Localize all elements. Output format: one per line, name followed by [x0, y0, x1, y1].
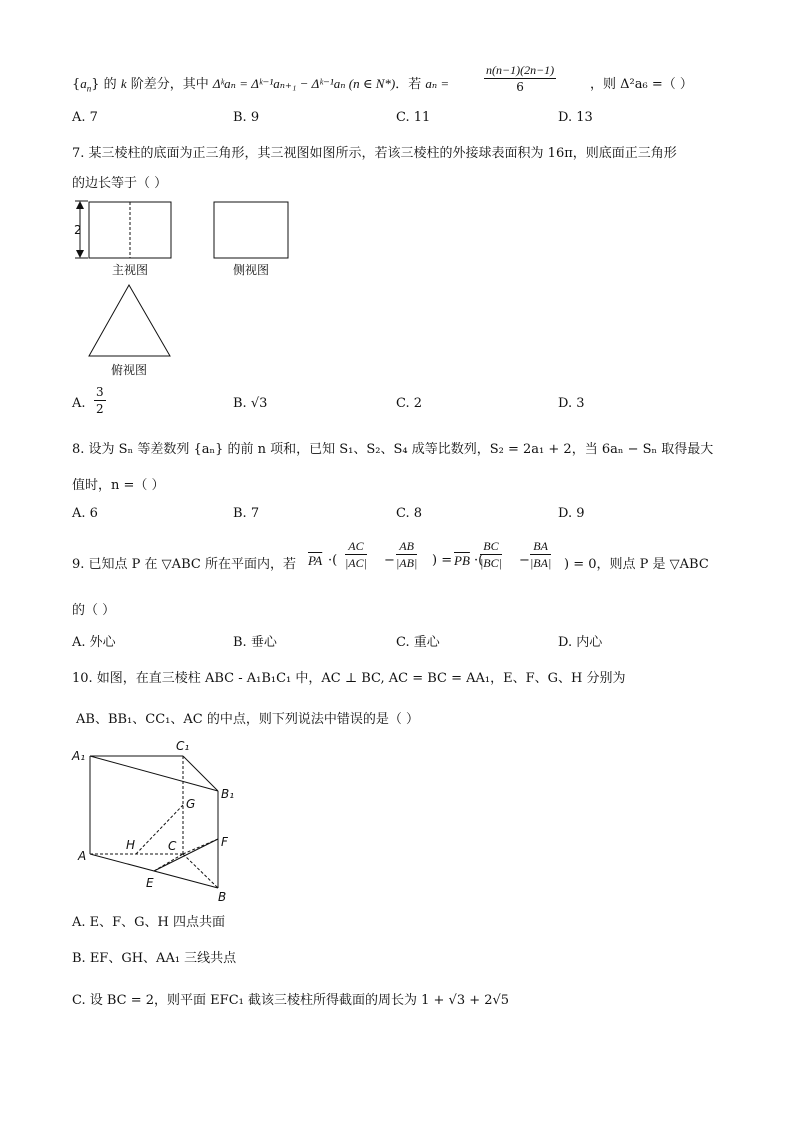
- fraction-ab-den: |AB|: [396, 556, 418, 570]
- q6-k: k: [120, 76, 127, 91]
- q6-option-d[interactable]: D. 13: [558, 110, 593, 125]
- q10-line2: AB、BB₁、CC₁、AC 的中点，则下列说法中错误的是（ ）: [76, 712, 419, 727]
- label-h: H: [126, 838, 136, 852]
- q6-text2: 阶差分，其中: [126, 77, 209, 92]
- vector-pa: $\overline{PA}$: [308, 553, 323, 568]
- dimension-label: 2: [74, 223, 82, 237]
- q7-option-b[interactable]: B. √3: [233, 396, 268, 411]
- vector-pb: $\overline{PB}$: [454, 553, 470, 568]
- q10-prism-figure: [70, 736, 240, 906]
- top-view-triangle: [89, 285, 170, 356]
- label-g: G: [186, 797, 196, 811]
- q6-tail: [590, 73, 693, 92]
- label-f: F: [221, 835, 228, 849]
- brace-open: {: [72, 77, 81, 92]
- q8-line2: 值时，n =（ ）: [72, 478, 165, 493]
- q8-options: [72, 506, 752, 524]
- q10-line1: 10. 如图，在直三棱柱 ABC - A₁B₁C₁ 中，AC ⊥ BC, AC = BC = AA₁，E、F、G、H 分别为: [72, 671, 626, 686]
- fraction-ac-den: |AC|: [345, 556, 367, 570]
- q6-statement: [72, 73, 449, 94]
- q10-option-b[interactable]: B. EF、GH、AA₁ 三线共点: [72, 951, 237, 966]
- q9-options: [72, 631, 752, 649]
- q7-option-d[interactable]: D. 3: [558, 396, 585, 411]
- fraction-ac: [345, 538, 367, 571]
- q6-frac-denominator: 6: [516, 80, 524, 94]
- q9-line1-text: 9. 已知点 P 在 ▽ABC 所在平面内，若: [72, 557, 296, 572]
- q9-option-a[interactable]: A. 外心: [72, 635, 116, 650]
- q7-option-a-numerator: 3: [96, 385, 104, 399]
- fraction-bc-num: BC: [480, 538, 502, 555]
- q6-an-eq: aₙ =: [425, 76, 450, 91]
- fraction-bc: [480, 538, 502, 571]
- q7-option-a[interactable]: [72, 385, 104, 416]
- fraction-bc-den: |BC|: [480, 556, 502, 570]
- q8-option-d[interactable]: D. 9: [558, 506, 585, 521]
- q7-three-views-figure: [70, 196, 310, 386]
- q6-option-b[interactable]: B. 9: [233, 110, 260, 125]
- fraction-ab: [396, 538, 417, 571]
- q6-frac-numerator: n(n−1)(2n−1): [486, 63, 555, 77]
- q7-option-a-prefix: A.: [72, 396, 86, 411]
- q7-option-c[interactable]: C. 2: [396, 396, 423, 411]
- label-a1: A₁: [72, 749, 86, 763]
- q8-option-b[interactable]: B. 7: [233, 506, 260, 521]
- label-c: C: [168, 839, 177, 853]
- eq-close: ) =: [432, 553, 453, 568]
- dot-open-1: ·(: [328, 553, 338, 568]
- label-b1: B₁: [221, 787, 235, 801]
- fraction-ab-num: AB: [396, 538, 417, 555]
- label-e: E: [146, 876, 154, 890]
- q7-option-a-fraction: [94, 384, 106, 417]
- q6-text1: } 的: [91, 77, 121, 92]
- front-view-label: 主视图: [112, 263, 149, 277]
- minus-1: −: [384, 553, 395, 568]
- q7-line2: 的边长等于（ ）: [72, 176, 168, 191]
- label-c1: C₁: [176, 739, 190, 753]
- seq-symbol: a: [80, 76, 87, 91]
- q8-option-c[interactable]: C. 8: [396, 506, 423, 521]
- q6-options: [72, 110, 752, 128]
- fraction-ba: [530, 538, 551, 571]
- q6-difference-formula: Δᵏaₙ = Δᵏ⁻¹aₙ₊₁ − Δᵏ⁻¹aₙ (n ∈ N*): [212, 76, 396, 91]
- side-view-label: 侧视图: [233, 263, 270, 277]
- q10-option-a[interactable]: A. E、F、G、H 四点共面: [72, 915, 226, 930]
- dot-open-2: ·(: [474, 553, 484, 568]
- fraction-ac-num: AC: [345, 538, 367, 555]
- q6-text3: ．若: [395, 77, 422, 92]
- q9-line1-tail: ) = 0，则点 P 是 ▽ABC: [564, 557, 709, 572]
- side-view-rect: [214, 202, 288, 258]
- fraction-ba-den: |BA|: [530, 556, 552, 570]
- fraction-ba-num: BA: [530, 538, 551, 555]
- q10-option-c[interactable]: C. 设 BC = 2，则平面 EFC₁ 截该三棱柱所得截面的周长为 1 + √3 + 2√5: [72, 993, 510, 1008]
- minus-2: −: [519, 553, 530, 568]
- q7-option-a-denominator: 2: [96, 402, 104, 416]
- q8-option-a[interactable]: A. 6: [72, 506, 98, 521]
- top-view-label: 俯视图: [111, 363, 148, 377]
- q9-line2: 的（ ）: [72, 603, 116, 618]
- q6-option-a[interactable]: A. 7: [72, 110, 98, 125]
- label-b: B: [218, 890, 227, 904]
- q9-option-d[interactable]: D. 内心: [558, 635, 603, 650]
- q7-options: [72, 385, 752, 416]
- q9-option-b[interactable]: B. 垂心: [233, 635, 277, 650]
- q6-option-c[interactable]: C. 11: [396, 110, 431, 125]
- q8-line1: 8. 设为 Sₙ 等差数列 {aₙ} 的前 n 项和，已知 S₁、S₂、S₄ 成等比数列，S₂ = 2a₁ + 2，当 6aₙ − Sₙ 取得最大: [72, 442, 714, 457]
- q9-option-c[interactable]: C. 重心: [396, 635, 440, 650]
- q6-fraction: [484, 62, 556, 95]
- q6-question-tail: ，则 Δ²a₆ =（ ）: [590, 77, 693, 92]
- label-a: A: [78, 849, 87, 863]
- seq-subscript: n: [86, 83, 92, 94]
- q7-line1: 7. 某三棱柱的底面为正三角形，其三视图如图所示，若该三棱柱的外接球表面积为 16π，则底面正三角形: [72, 146, 677, 161]
